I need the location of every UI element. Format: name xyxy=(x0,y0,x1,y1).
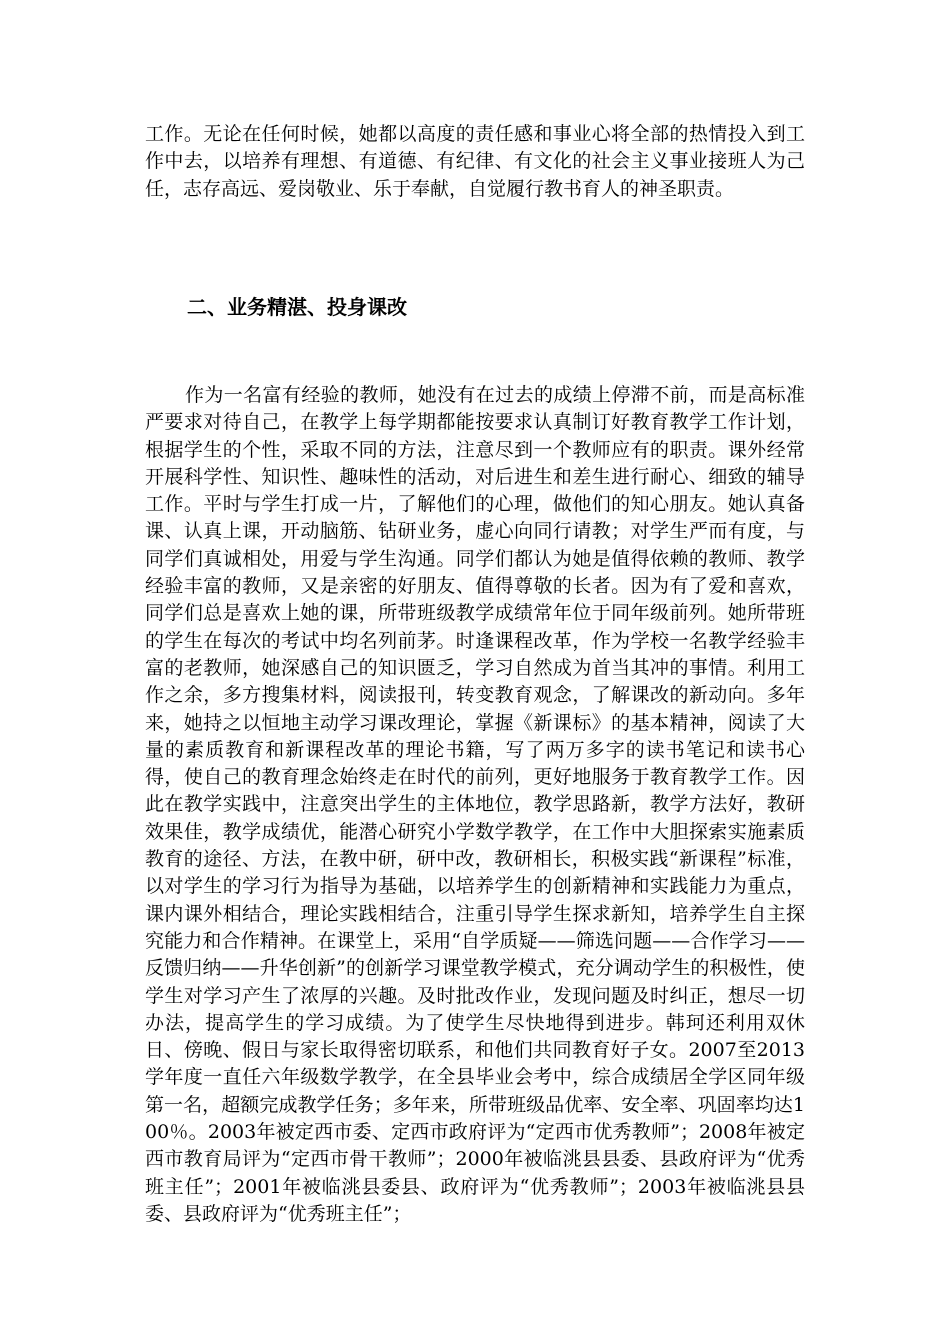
section-heading: 二、业务精湛、投身课改 xyxy=(187,295,407,319)
paragraph-work-dedication: 工作。无论在任何时候，她都以高度的责任感和事业心将全部的热情投入到工作中去，以培养有理想、有道德、有纪律、有文化的社会主义事业接班人为己任，志存高远、爱岗敬业、乐于奉献，自觉履行教书育人的神圣职责。 xyxy=(145,123,805,200)
paragraph-teaching-reform: 作为一名富有经验的教师，她没有在过去的成绩上停滞不前，而是高标准严要求对待自己，在教学上每学期都能按要求认真制订好教育教学工作计划，根据学生的个性，采取不同的方法，注意尽到一个教师应有的职责。课外经常开展科学性、知识性、趣味性的活动，对后进生和差生进行耐心、细致的辅导工作。平时与学生打成一片，了解他们的心理，做他们的知心朋友。她认真备课、认真上课，开动脑筋、钻研业务，虚心向同行请教；对学生严而有度，与同学们真诚相处，用爱与学生沟通。同学们都认为她是值得依赖的教师、教学经验丰富的教师，又是亲密的好朋友、值得尊敬的长者。因为有了爱和喜欢，同学们总是喜欢上她的课，所带班级教学成绩常年位于同年级前列。她所带班的学生在每次的考试中均名列前茅。时逢课程改革，作为学校一名教学经验丰富的老教师，她深感自己的知识匮乏，学习自然成为首当其冲的事情。利用工作之余，多方搜集材料，阅读报刊，转变教育观念，了解课改的新动向。多年来，她持之以恒地主动学习课改理论，掌握《新课标》的基本精神，阅读了大量的素质教育和新课程改革的理论书籍，写了两万多字的读书笔记和读书心得，使自己的教育理念始终走在时代的前列，更好地服务于教育教学工作。因此在教学实践中，注意突出学生的主体地位，教学思路新，教学方法好，教研效果佳，教学成绩优，能潜心研究小学数学教学，在工作中大胆探索实施素质教育的途径、方法，在教中研，研中改，教研相长，积极实践“新课程”标准，以对学生的学习行为指导为基础，以培养学生的创新精神和实践能力为重点，课内课外相结合，理论实践相结合，注重引导学生探求新知，培养学生自主探究能力和合作精神。在课堂上，采用“自学质疑——筛选问题——合作学习——反馈归纳——升华创新”的创新学习课堂教学模式，充分调动学生的积极性，使学生对学习产生了浓厚的兴趣。及时批改作业，发现问题及时纠正，想尽一切办法，提高学生的学习成绩。为了使学生尽快地得到进步。韩珂还利用双休日、傍晚、假日与家长取得密切联系，和他们共同教育好子女。2007至2013学年度一直任六年级数学教学，在全县毕业会考中，综合成绩居全学区同年级第一名，超额完成教学任务；多年来，所带班级品优率、安全率、巩固率均达100％。2003年被定西市委、定西市政府评为“定西市优秀教师”；2008年被定西市教育局评为“定西市骨干教师”；2000年被临洮县县委、县政府评为“优秀班主任”；2001年被临洮县委县、政府评为“优秀教师”；2003年被临洮县县委、县政府评为“优秀班主任”； xyxy=(145,384,805,1225)
